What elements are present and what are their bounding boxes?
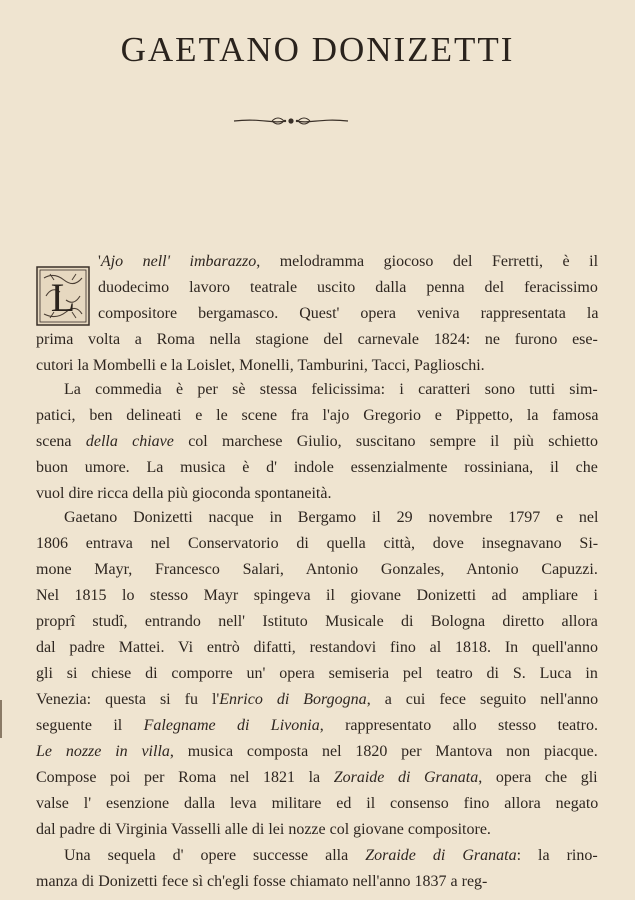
- text-line: [36, 664, 598, 684]
- text-run: , melodramma giocoso del Ferretti, è il: [256, 253, 599, 270]
- text-run: proprî studî, entrando nell' Istituto Musicale di Bologna diretto allora: [36, 613, 598, 630]
- drop-cap-letter: L: [50, 275, 76, 320]
- text-line: [98, 304, 598, 324]
- italic-title: Ajo nell' imbarazzo: [100, 253, 257, 270]
- text-run: La commedia è per sè stessa felicissima: i caratteri sono tutti sim-: [64, 381, 598, 398]
- text-run: , rappresentato allo stesso teatro.: [319, 717, 599, 734]
- text-line: [64, 508, 598, 528]
- ornament-divider-icon: [232, 112, 350, 130]
- text-line: [36, 872, 487, 892]
- text-line: [36, 690, 598, 710]
- text-line: [36, 586, 598, 606]
- italic-title: Zoraide di Granata: [365, 847, 517, 864]
- text-line: [36, 820, 491, 840]
- text-run: patici, ben delineati e le scene fra l'ajo Gregorio e Pippetto, la famosa: [36, 407, 599, 424]
- text-run: dal padre Mattei. Vi entrò difatti, restandovi fino al 1818. In quell'anno: [36, 639, 598, 656]
- text-run: Una sequela d' opere successe alla: [64, 847, 366, 864]
- text-run: vuol dire ricca della più gioconda spontaneità.: [36, 485, 332, 502]
- text-run: cutori la Mombelli e la Loislet, Monelli, Tamburini, Tacci, Paglioschi.: [36, 357, 485, 374]
- text-run: Nel 1815 lo stesso Mayr spingeva il giovane Donizetti ad ampliare i: [36, 587, 598, 604]
- text-run: gli si chiese di comporre un' opera semiseria pel teatro di S. Luca in: [36, 665, 598, 682]
- text-line: [36, 484, 331, 504]
- text-line: [36, 458, 598, 478]
- text-line: [36, 560, 598, 580]
- text-run: scena: [36, 433, 86, 450]
- text-run: mone Mayr, Francesco Salari, Antonio Gonzales, Antonio Capuzzi.: [36, 561, 598, 578]
- text-run: Venezia: questa si fu l': [36, 691, 220, 708]
- text-run: prima volta a Roma nella stagione del carnevale 1824: ne furono ese-: [36, 331, 598, 348]
- text-run: ': [98, 253, 101, 270]
- text-run: Compose poi per Roma nel 1821 la: [36, 769, 334, 786]
- text-run: dal padre di Virginia Vasselli alle di lei nozze col giovane compositore.: [36, 821, 491, 838]
- text-run: col marchese Giulio, suscitano sempre il più schietto: [173, 433, 598, 450]
- text-line: [36, 612, 598, 632]
- text-run: , musica composta nel 1820 per Mantova non piacque.: [169, 743, 598, 760]
- text-run: , opera che gli: [478, 769, 598, 786]
- text-line: [36, 742, 598, 762]
- text-line: [36, 794, 598, 814]
- text-line: [36, 356, 485, 376]
- text-run: buon umore. La musica è d' indole essenzialmente rossiniana, il che: [36, 459, 598, 476]
- text-run: seguente il: [36, 717, 144, 734]
- text-line: [64, 380, 598, 400]
- text-line: [36, 432, 598, 452]
- decorated-drop-cap: [36, 266, 90, 326]
- text-line: [36, 768, 598, 788]
- text-line: [36, 638, 598, 658]
- text-line: [36, 406, 598, 426]
- text-run: Gaetano Donizetti nacque in Bergamo il 29 novembre 1797 e nel: [64, 509, 599, 526]
- text-run: manza di Donizetti fece sì ch'egli fosse chiamato nell'anno 1837 a reg-: [36, 873, 488, 890]
- italic-title: della chiave: [85, 433, 174, 450]
- text-run: : la rino-: [516, 847, 598, 864]
- text-run: valse l' esenzione dalla leva militare ed il consenso fino allora negato: [36, 795, 599, 812]
- text-run: duodecimo lavoro teatrale uscito dalla penna del feracissimo: [98, 279, 598, 296]
- text-line: [98, 252, 598, 272]
- drop-cap-frame-icon: [36, 266, 90, 326]
- italic-title: Le nozze in villa: [36, 743, 170, 760]
- italic-title: Falegname di Livonia: [143, 717, 320, 734]
- text-run: compositore bergamasco. Quest' opera veniva rappresentata la: [98, 305, 599, 322]
- text-line: [98, 278, 598, 298]
- text-line: [36, 534, 598, 554]
- page-edge-mark: [0, 700, 2, 738]
- italic-title: Zoraide di Granata: [333, 769, 479, 786]
- text-run: 1806 entrava nel Conservatorio di quella città, dove insegnavano Si-: [36, 535, 599, 552]
- text-line: [36, 716, 598, 736]
- italic-title: Enrico di Borgogna: [219, 691, 367, 708]
- page-title: GAETANO DONIZETTI: [120, 30, 515, 69]
- text-run: , a cui fece seguito nell'anno: [366, 691, 599, 708]
- text-line: [64, 846, 598, 866]
- text-line: [36, 330, 598, 350]
